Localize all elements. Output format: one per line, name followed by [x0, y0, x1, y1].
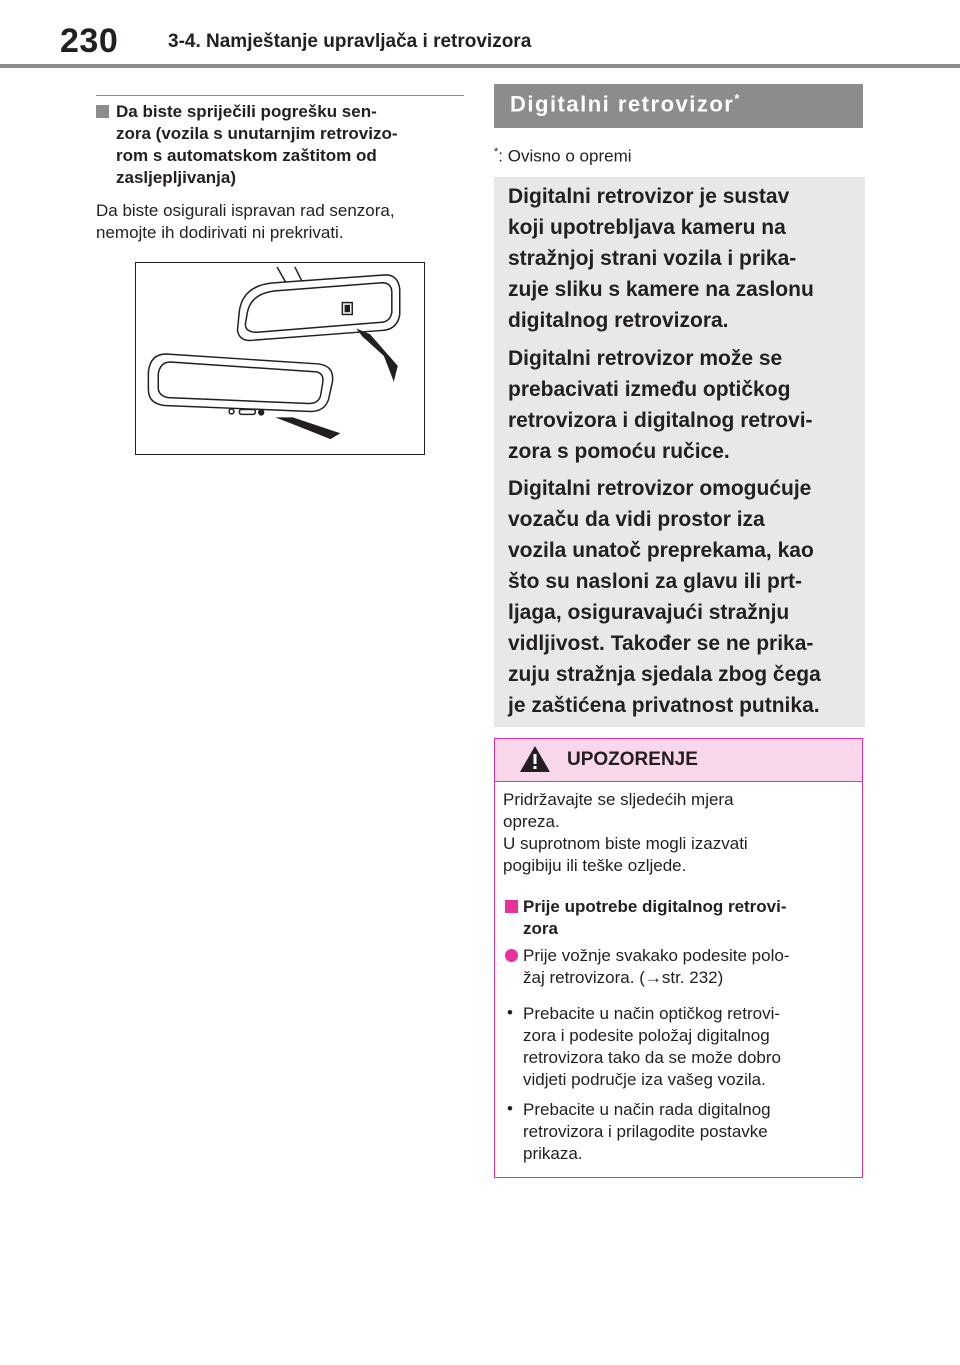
body-line: Da biste osigurali ispravan rad senzora, — [96, 201, 395, 220]
left-heading — [96, 101, 468, 189]
info-line: zuju stražnja sjedala zbog čega — [508, 663, 821, 686]
left-body — [96, 200, 468, 244]
warning-line: žaj retrovizora. (→str. 232) — [523, 968, 724, 987]
info-line: vidljivost. Također se ne prika- — [508, 632, 814, 655]
info-line: ljaga, osiguravajući stražnju — [508, 601, 790, 624]
footnote-mark: * — [494, 146, 499, 158]
warning-title: UPOZORENJE — [567, 749, 698, 770]
heading-line: rom s automatskom zaštitom od — [116, 146, 377, 165]
section-title: Digitalni retrovizor* — [510, 91, 741, 117]
heading-line: zora (vozila s unutarnjim retrovizo- — [116, 124, 398, 143]
info-paragraph — [508, 343, 856, 467]
header-rule — [0, 64, 960, 68]
info-line: zora s pomoću ručice. — [508, 440, 730, 463]
dot-bullet: • — [507, 1099, 513, 1118]
warning-line: zora i podesite položaj digitalnog — [523, 1026, 770, 1045]
circle-bullet-icon — [505, 949, 518, 962]
square-bullet-icon — [96, 105, 109, 118]
info-line: Digitalni retrovizor je sustav — [508, 185, 790, 208]
info-line: vozaču da vidi prostor iza — [508, 508, 765, 531]
warning-header — [495, 739, 862, 782]
mirror-figure — [135, 262, 425, 455]
mirror-illustration — [136, 263, 424, 454]
warning-line: pogibiju ili teške ozljede. — [503, 856, 687, 875]
warning-bullet — [523, 1003, 853, 1091]
warning-line: Prije vožnje svakako podesite polo- — [523, 946, 790, 965]
page-number: 230 — [60, 22, 119, 60]
info-paragraph — [508, 473, 856, 721]
info-box — [494, 177, 865, 727]
chapter-title: 3-4. Namještanje upravljača i retrovizora — [168, 31, 532, 52]
info-line: je zaštićena privatnost putnika. — [508, 694, 820, 717]
warning-line: vidjeti područje iza vašeg vozila. — [523, 1070, 766, 1089]
info-line: Digitalni retrovizor omogućuje — [508, 477, 812, 500]
warning-item — [523, 945, 853, 989]
warning-subheading — [523, 896, 853, 940]
warning-line: Pridržavajte se sljedećih mjera — [503, 790, 734, 809]
warning-bullet — [523, 1099, 853, 1165]
section-title-mark: * — [734, 91, 741, 106]
warning-line: retrovizora i prilagodite postavke — [523, 1122, 768, 1141]
warning-line: retrovizora tako da se može dobro — [523, 1048, 781, 1067]
warning-box — [494, 738, 863, 1178]
warning-line: Prije upotrebe digitalnog retrovi- — [523, 897, 787, 916]
info-line: retrovizora i digitalnog retrovi- — [508, 409, 813, 432]
info-line: digitalnog retrovizora. — [508, 309, 729, 332]
footnote: *: Ovisno o opremi — [494, 146, 632, 166]
warning-triangle-icon — [519, 745, 551, 773]
info-line: stražnjoj strani vozila i prika- — [508, 247, 797, 270]
info-line: vozila unatoč preprekama, kao — [508, 539, 814, 562]
info-line: zuje sliku s kamere na zaslonu — [508, 278, 814, 301]
warning-line: U suprotnom biste mogli izazvati — [503, 834, 748, 853]
info-paragraph — [508, 181, 856, 336]
warning-line: Prebacite u način rada digitalnog — [523, 1100, 771, 1119]
warning-line: opreza. — [503, 812, 560, 831]
info-line: Digitalni retrovizor može se — [508, 347, 783, 370]
warning-line: zora — [523, 919, 558, 938]
heading-line: Da biste spriječili pogrešku sen- — [116, 102, 377, 121]
left-separator — [96, 95, 464, 96]
section-banner — [494, 84, 863, 128]
square-bullet-icon — [505, 900, 518, 913]
info-line: prebacivati između optičkog — [508, 378, 791, 401]
warning-line: prikaza. — [523, 1144, 583, 1163]
heading-line: zasljepljivanja) — [116, 168, 236, 187]
body-line: nemojte ih dodirivati ni prekrivati. — [96, 223, 344, 242]
warning-intro — [503, 789, 853, 877]
dot-bullet: • — [507, 1003, 513, 1022]
info-line: što su nasloni za glavu ili prt- — [508, 570, 803, 593]
info-line: koji upotrebljava kameru na — [508, 216, 786, 239]
warning-line: Prebacite u način optičkog retrovi- — [523, 1004, 781, 1023]
